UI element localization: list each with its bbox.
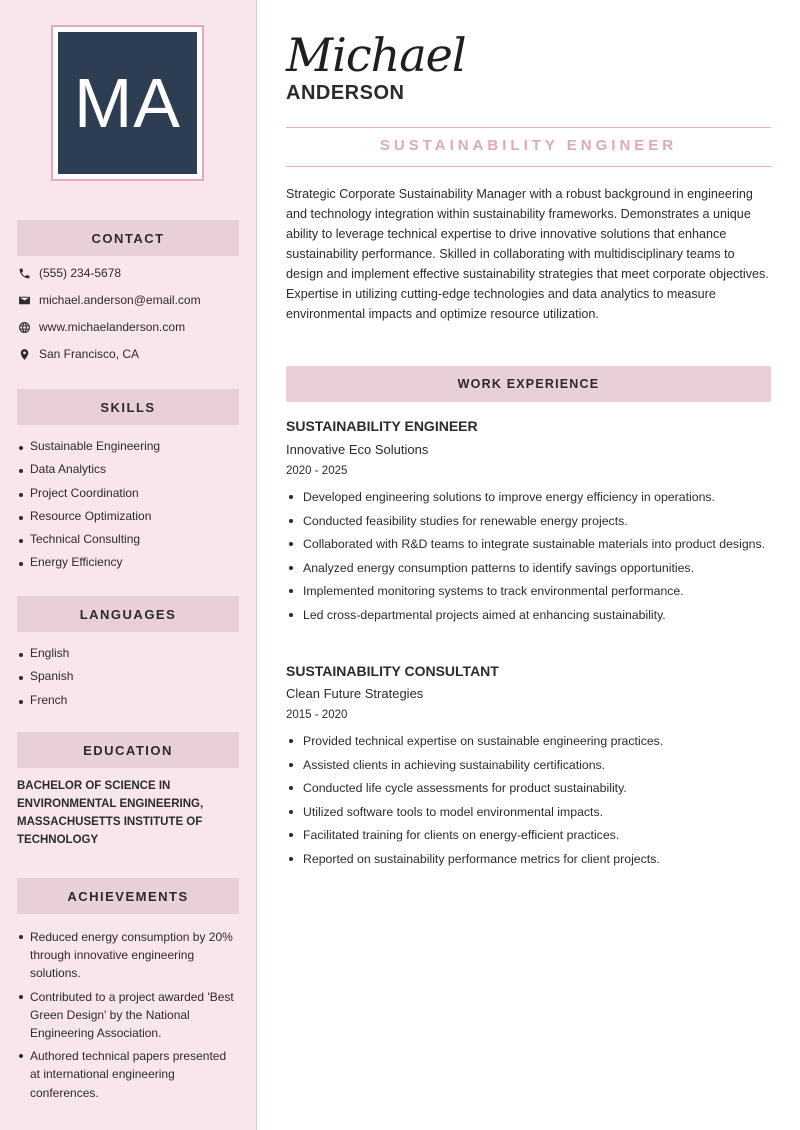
website-text: www.michaelanderson.com — [39, 320, 186, 334]
list-item: English — [17, 646, 242, 669]
list-item: Assisted clients in achieving sustainability certifications. — [286, 756, 771, 774]
list-item: Authored technical papers presented at international engineering conferences. — [17, 1047, 239, 1102]
list-item: Data Analytics — [17, 462, 242, 485]
list-item: Conducted feasibility studies for renewable energy projects. — [286, 512, 771, 530]
job-years: 2015 - 2020 — [286, 709, 348, 721]
list-item: Implemented monitoring systems to track environmental performance. — [286, 582, 771, 600]
contact-website — [17, 320, 185, 334]
list-item: Reduced energy consumption by 20% through innovative engineering solutions. — [17, 928, 239, 983]
monogram-frame — [51, 25, 204, 181]
languages-list — [17, 646, 242, 716]
list-item: Developed engineering solutions to improve energy efficiency in operations. — [286, 488, 771, 506]
contact-location — [17, 347, 139, 361]
monogram: MA — [58, 32, 197, 174]
list-item: Utilized software tools to model environmental impacts. — [286, 803, 771, 821]
list-item: Led cross-departmental projects aimed at enhancing sustainability. — [286, 606, 771, 624]
list-item: Contributed to a project awarded 'Best Green Design' by the National Engineering Association. — [17, 988, 239, 1043]
email-text: michael.anderson@email.com — [39, 293, 201, 307]
contact-phone — [17, 266, 121, 280]
location-text: San Francisco, CA — [39, 347, 140, 361]
education-degree: BACHELOR OF SCIENCE IN ENVIRONMENTAL ENGINEERING, MASSACHUSETTS INSTITUTE OF TECHNOLOGY — [17, 780, 204, 846]
list-item: Facilitated training for clients on energy-efficient practices. — [286, 826, 771, 844]
list-item: Project Coordination — [17, 486, 242, 509]
divider — [286, 127, 771, 128]
contact-email — [17, 293, 201, 307]
list-item: Spanish — [17, 669, 242, 692]
role-title: SUSTAINABILITY ENGINEER — [379, 137, 678, 154]
divider — [286, 166, 771, 167]
phone-icon — [17, 266, 31, 280]
contact-header: CONTACT — [17, 220, 239, 256]
summary: Strategic Corporate Sustainability Manager with a robust background in engineering and technology integration within sustainability frameworks. Demonstrates a unique ability to leverage technical expertise to drive innovative solutions that enhance sustainability performance. Skilled in collaborating with multidisciplinary teams to design and implement effective sustainability strategies that meet corporate objectives. Expertise in utilizing cutting-edge technologies and data analytics to measure environmental impacts and optimize resource utilization. — [286, 187, 769, 321]
location-pin-icon — [17, 347, 31, 361]
list-item: Reported on sustainability performance metrics for client projects. — [286, 850, 771, 868]
job-years: 2020 - 2025 — [286, 465, 348, 477]
list-item: Sustainable Engineering — [17, 439, 242, 462]
list-item: Resource Optimization — [17, 509, 242, 532]
list-item: Energy Efficiency — [17, 555, 242, 578]
work-experience-header: WORK EXPERIENCE — [286, 366, 771, 402]
list-item: Technical Consulting — [17, 532, 242, 555]
globe-icon — [17, 320, 31, 334]
skills-header: SKILLS — [17, 389, 239, 425]
list-item: Provided technical expertise on sustainable engineering practices. — [286, 732, 771, 750]
list-item: Analyzed energy consumption patterns to identify savings opportunities. — [286, 559, 771, 577]
skills-list — [17, 439, 242, 579]
list-item: Conducted life cycle assessments for product sustainability. — [286, 779, 771, 797]
list-item: Collaborated with R&D teams to integrate sustainable materials into product designs. — [286, 535, 771, 553]
achievements-list — [17, 928, 239, 1102]
list-item: French — [17, 693, 242, 716]
job-title: SUSTAINABILITY CONSULTANT — [286, 663, 499, 679]
sidebar — [0, 0, 257, 1130]
company: Innovative Eco Solutions — [286, 442, 429, 457]
first-name: Michael — [286, 28, 466, 82]
phone-text: (555) 234-5678 — [39, 266, 122, 280]
company: Clean Future Strategies — [286, 686, 424, 701]
education-header: EDUCATION — [17, 732, 239, 768]
mail-icon — [17, 293, 31, 307]
job-bullets — [286, 488, 771, 629]
job-bullets — [286, 732, 771, 873]
languages-header: LANGUAGES — [17, 596, 239, 632]
job-title: SUSTAINABILITY ENGINEER — [286, 418, 478, 434]
achievements-header: ACHIEVEMENTS — [17, 878, 239, 914]
last-name: ANDERSON — [286, 82, 405, 104]
